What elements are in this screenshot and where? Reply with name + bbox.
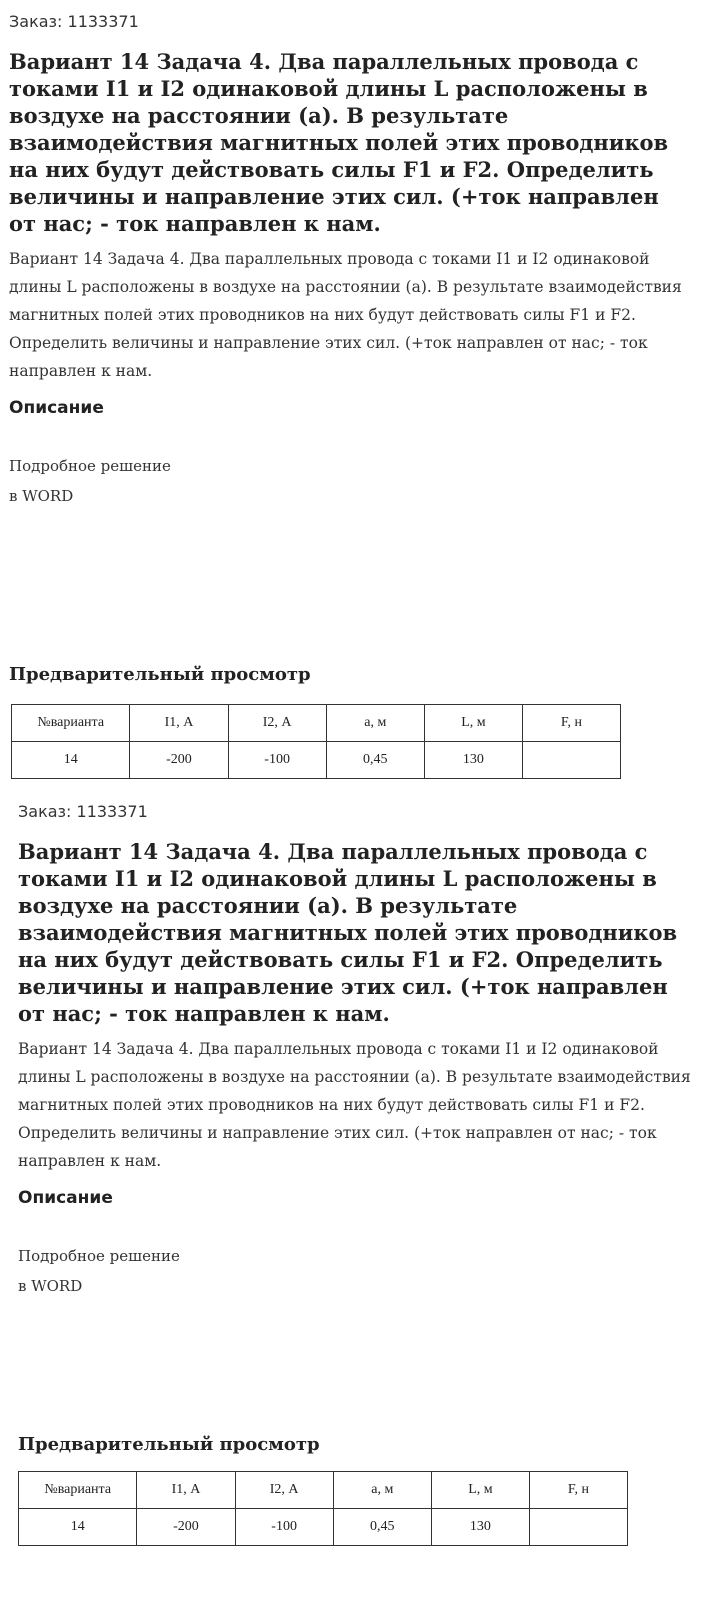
page-content <box>9 0 689 767</box>
table-cell <box>522 742 620 779</box>
table-cell: 14 <box>12 742 130 779</box>
order-number: Заказ: 1133371 <box>18 802 148 821</box>
order-number: Заказ: 1133371 <box>9 12 139 31</box>
parameters-table <box>11 704 621 779</box>
table-cell: 0,45 <box>333 1509 431 1546</box>
table-header-cell: F, н <box>522 705 620 742</box>
preview-heading: Предварительный просмотр <box>18 1434 320 1455</box>
table-header-cell: L, м <box>431 1472 529 1509</box>
table-header-cell: I1, А <box>130 705 228 742</box>
description-line-1: Подробное решение <box>9 457 171 475</box>
table-header-row <box>12 705 621 742</box>
parameters-table <box>18 1471 628 1546</box>
table-row <box>19 1509 628 1546</box>
description-line-2: в WORD <box>9 487 74 505</box>
page-title: Вариант 14 Задача 4. Два параллельных провода с токами I1 и I2 одинаковой длины L расположены в воздухе на расстоянии (а). В результате взаимодействия магнитных полей этих проводников на них будут действовать силы F1 и F2. Определить величины и направление этих сил. (+ток направлен от нас; - ток направлен к нам. <box>9 49 669 236</box>
table-header-cell: I1, А <box>137 1472 235 1509</box>
task-text: Вариант 14 Задача 4. Два параллельных провода с токами I1 и I2 одинаковой длины L расположены в воздухе на расстоянии (а). В результате взаимодействия магнитных полей этих проводников на них будут действовать силы F1 и F2. Определить величины и направление этих сил. (+ток направлен от нас; - ток направлен к нам. <box>18 1040 691 1170</box>
table-header-cell: L, м <box>424 705 522 742</box>
preview-heading: Предварительный просмотр <box>9 664 311 685</box>
table-header-cell: I2, А <box>235 1472 333 1509</box>
table-cell: 14 <box>19 1509 137 1546</box>
task-text: Вариант 14 Задача 4. Два параллельных провода с токами I1 и I2 одинаковой длины L расположены в воздухе на расстоянии (а). В результате взаимодействия магнитных полей этих проводников на них будут действовать силы F1 и F2. Определить величины и направление этих сил. (+ток направлен от нас; - ток направлен к нам. <box>9 250 682 380</box>
table-header-cell: №варианта <box>19 1472 137 1509</box>
table-cell <box>529 1509 627 1546</box>
description-heading: Описание <box>18 1188 113 1208</box>
page-content-repeat <box>18 790 698 1534</box>
table-header-cell: №варианта <box>12 705 130 742</box>
table-header-cell: а, м <box>333 1472 431 1509</box>
table-row <box>12 742 621 779</box>
description-heading: Описание <box>9 398 104 418</box>
table-cell: 0,45 <box>326 742 424 779</box>
description-line-1: Подробное решение <box>18 1247 180 1265</box>
table-cell: 130 <box>424 742 522 779</box>
table-header-cell: а, м <box>326 705 424 742</box>
page-title: Вариант 14 Задача 4. Два параллельных провода с токами I1 и I2 одинаковой длины L расположены в воздухе на расстоянии (а). В результате взаимодействия магнитных полей этих проводников на них будут действовать силы F1 и F2. Определить величины и направление этих сил. (+ток направлен от нас; - ток направлен к нам. <box>18 839 678 1026</box>
description-line-2: в WORD <box>18 1277 83 1295</box>
table-cell: -100 <box>228 742 326 779</box>
table-cell: -100 <box>235 1509 333 1546</box>
table-cell: -200 <box>130 742 228 779</box>
table-header-cell: I2, А <box>228 705 326 742</box>
table-cell: -200 <box>137 1509 235 1546</box>
table-header-row <box>19 1472 628 1509</box>
table-cell: 130 <box>431 1509 529 1546</box>
table-header-cell: F, н <box>529 1472 627 1509</box>
